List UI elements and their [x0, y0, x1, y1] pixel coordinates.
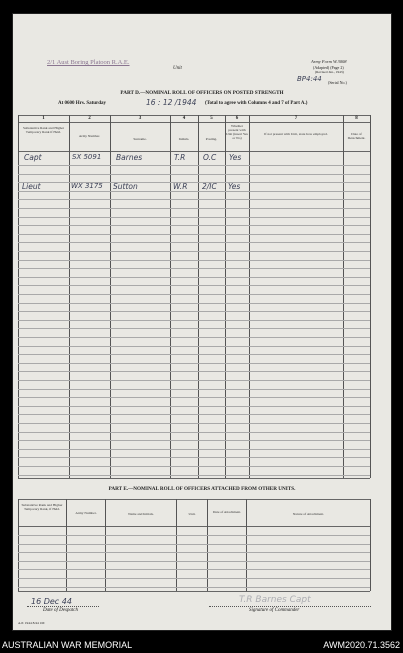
row-initials: T.R [174, 153, 186, 162]
ruled-line [18, 294, 370, 295]
ruled-line [18, 475, 370, 476]
col-header-present: Whether present with Unit (insert Yes or No) [226, 124, 248, 140]
col-number: 2 [88, 116, 91, 121]
ruled-line [18, 165, 370, 166]
ruled-line [18, 371, 370, 372]
part-d-at-suffix: (Total to agree with Columns 4 and 7 of Part A.) [205, 101, 308, 106]
despatch-date: 16 Dec 44 [31, 597, 72, 606]
ruled-line [18, 311, 370, 312]
col-header-employed: If not present with Unit, state how employed. [264, 132, 328, 136]
col-header-initials: Initials. [178, 137, 190, 141]
ruled-line [18, 260, 370, 261]
e-col-header-name: Name and Initials. [128, 512, 154, 516]
ruled-line [18, 414, 370, 415]
ruled-line [18, 191, 370, 192]
ruled-line [18, 320, 370, 321]
row-army-number: SX 5091 [72, 153, 102, 161]
ruled-line [18, 354, 370, 355]
col-header-rank: Substantive Rank and Higher Temporary Rank if Held. [22, 126, 65, 134]
e-col-header-army-number: Army Number. [75, 511, 97, 515]
ruled-line [18, 328, 370, 329]
ruled-line [18, 423, 370, 424]
ruled-line [18, 242, 370, 243]
part-d-date: 16 : 12 /1944 [146, 98, 197, 107]
commander-signature: T.R Barnes Capt [239, 595, 311, 605]
ruled-line [18, 569, 370, 570]
caption-bar [0, 636, 403, 653]
ruled-line [18, 578, 370, 579]
e-col-header-nature: Nature of Attachment. [292, 512, 325, 516]
ruled-line [18, 544, 370, 545]
ruled-line [18, 303, 370, 304]
ruled-line [18, 380, 370, 381]
col-number: 4 [182, 116, 186, 121]
caption-left: AUSTRALIAN WAR MEMORIAL [2, 640, 133, 650]
ruled-line [18, 234, 370, 235]
col-header-army-number: Army Number. [78, 134, 101, 138]
ruled-line [18, 285, 370, 286]
row-rank: Lieut [22, 182, 41, 191]
revised-note: (Revised Jan., 1943) [315, 70, 344, 74]
part-e-title: PART E.—NOMINAL ROLL OF OFFICERS ATTACHED FROM OTHER UNITS. [108, 486, 296, 492]
row-rank: Capt [24, 153, 42, 162]
ruled-line [18, 363, 370, 364]
ruled-line [18, 225, 370, 226]
unit-label: Unit [173, 66, 182, 71]
print-code: A.P. 1944 8/44 1M [18, 621, 45, 625]
col-number: 8 [355, 116, 358, 121]
ruled-line [18, 337, 370, 338]
ruled-line [18, 449, 370, 450]
adapted-note: (Adapted) (Page 2) [313, 65, 344, 70]
ruled-line [18, 552, 370, 553]
row-army-number: WX 3175 [71, 182, 103, 190]
col-header-detachment: Date of Detachment. [347, 132, 366, 140]
caption-right: AWM2020.71.3562 [323, 640, 400, 650]
ruled-line [18, 432, 370, 433]
ruled-line [18, 457, 370, 458]
row-posting: 2/IC [202, 182, 217, 191]
ruled-line [18, 277, 370, 278]
row-initials: W.R [173, 182, 188, 191]
part-d-title: PART D.—NOMINAL ROLL OF OFFICERS ON POSTED STRENGTH [120, 90, 284, 96]
row-surname: Sutton [113, 182, 138, 191]
col-number: 3 [138, 116, 142, 121]
col-header-posting: Posting. [205, 137, 218, 141]
col-number: 1 [42, 116, 45, 121]
ruled-line [18, 208, 370, 209]
army-form-page [13, 14, 391, 630]
part-d-at-prefix: At 0600 Hrs. Saturday [58, 101, 107, 106]
ruled-line [18, 251, 370, 252]
ruled-line [18, 389, 370, 390]
unit-name: 2/1 Aust Boring Platoon R.A.E. [47, 59, 130, 66]
col-number: 5 [210, 116, 213, 121]
ruled-line [18, 535, 370, 536]
ruled-line [18, 174, 370, 175]
row-surname: Barnes [116, 153, 143, 162]
e-col-header-rank: Substantive Rank and Higher Temporary Rank, if Held. [21, 503, 63, 511]
top-edge-shadow [0, 0, 153, 14]
ruled-line [18, 440, 370, 441]
row-posting: O.C [203, 153, 217, 162]
ruled-line [18, 561, 370, 562]
col-number: 7 [294, 116, 298, 121]
ruled-line [18, 217, 370, 218]
serial-label: (Serial No.) [328, 80, 347, 85]
signature-label: Signature of Commander [249, 608, 300, 613]
e-col-header-unit: Unit. [188, 512, 196, 516]
ruled-line [18, 268, 370, 269]
despatch-label: Date of Despatch [43, 608, 78, 613]
e-col-header-attachment-date: Date of Attachment. [212, 510, 242, 514]
col-number: 6 [235, 116, 239, 121]
row-present: Yes [229, 153, 242, 162]
ruled-line [18, 406, 370, 407]
ruled-line [18, 466, 370, 467]
col-header-surname: Surname. [133, 137, 147, 141]
ruled-line [18, 346, 370, 347]
ruled-line [18, 587, 370, 588]
ruled-line [18, 397, 370, 398]
army-form-number: Army Form W.3008 [311, 59, 347, 64]
serial-number: BP4:44 [297, 75, 322, 83]
row-present: Yes [228, 182, 241, 191]
ruled-line [18, 199, 370, 200]
